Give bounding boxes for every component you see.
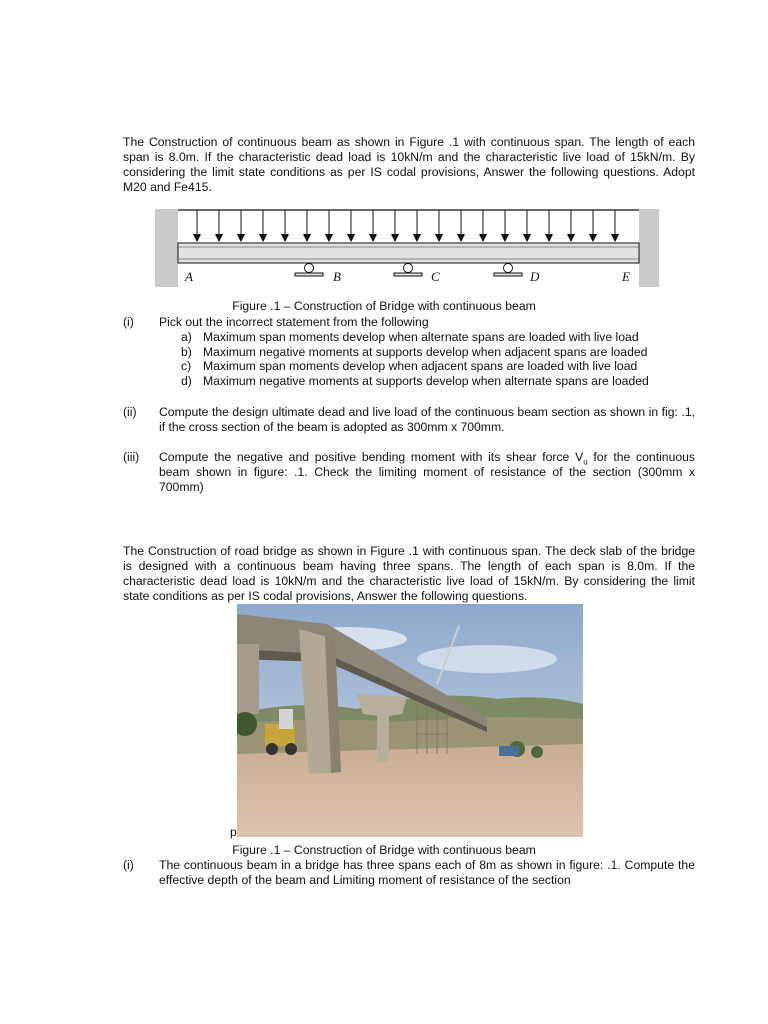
load-arrows: [194, 210, 619, 241]
question-text: Compute the design ultimate dead and live load of the continuous beam section as shown in fig: .1, if the cross section of the beam is adopted as 300mm x 700mm.: [159, 405, 695, 434]
beam: [178, 243, 639, 263]
question-number: (ii): [123, 405, 137, 419]
option-text: Maximum span moments develop when adjacent spans are loaded with live load: [203, 359, 638, 373]
stray-character: p: [230, 825, 237, 839]
option-c: [181, 359, 637, 374]
continuous-beam-figure: [155, 207, 660, 289]
question-number: (i): [123, 858, 134, 872]
bridge-photo: [237, 604, 583, 837]
label-c: C: [431, 269, 440, 284]
option-letter: d): [181, 374, 192, 388]
question-number: (i): [123, 315, 134, 329]
figure-caption-1: Figure .1 – Construction of Bridge with continuous beam: [232, 299, 536, 313]
option-d: [181, 374, 649, 389]
support-c: [394, 264, 422, 277]
option-a: [181, 330, 639, 345]
intro-paragraph-2: The Construction of road bridge as shown in Figure .1 with continuous span. The deck slab of the bridge is designed with a continuous beam having three spans. The length of each span is 8.0m. If the characteristic dead load is 10kN/m and the characteristic live load of 15kN/m. By considering the limit state conditions as per IS codal provisions, Answer the following questions.: [123, 544, 695, 603]
option-text: Maximum span moments develop when alternate spans are loaded with live load: [203, 330, 639, 344]
option-b: [181, 345, 647, 360]
support-d: [494, 264, 522, 277]
label-a: A: [185, 269, 193, 284]
option-text: Maximum negative moments at supports develop when adjacent spans are loaded: [203, 345, 648, 359]
label-e: E: [622, 269, 630, 284]
support-b: [295, 264, 323, 277]
question-number: (iii): [123, 450, 140, 464]
question-text: Pick out the incorrect statement from the following: [159, 315, 429, 329]
question-text: Compute the negative and positive bending moment with its shear force $V_u$ for the continuous beam shown in figure: .1. Check the limiting moment of resistance of the section (300mm x 700mm): [159, 450, 695, 494]
option-letter: a): [181, 330, 192, 344]
question-text: The continuous beam in a bridge has three spans each of 8m as shown in figure: .1. Compute the effective depth of the beam and Limiting moment of resistance of the section: [159, 858, 695, 887]
left-wall: [155, 209, 178, 287]
option-text: Maximum negative moments at supports develop when alternate spans are loaded: [203, 374, 649, 388]
option-letter: b): [181, 345, 192, 359]
label-b: B: [333, 269, 341, 284]
label-d: D: [530, 269, 540, 284]
option-letter: c): [181, 359, 192, 373]
figure-caption-2: Figure .1 – Construction of Bridge with continuous beam: [232, 843, 536, 857]
intro-paragraph-1: The Construction of continuous beam as shown in Figure .1 with continuous span. The length of each span is 8.0m. If the characteristic dead load is 10kN/m and the characteristic live load of 15kN/m. By considering the limit state conditions as per IS codal provisions, Answer the following questions. Adopt M20 and Fe415.: [123, 135, 695, 194]
right-wall: [639, 209, 659, 287]
